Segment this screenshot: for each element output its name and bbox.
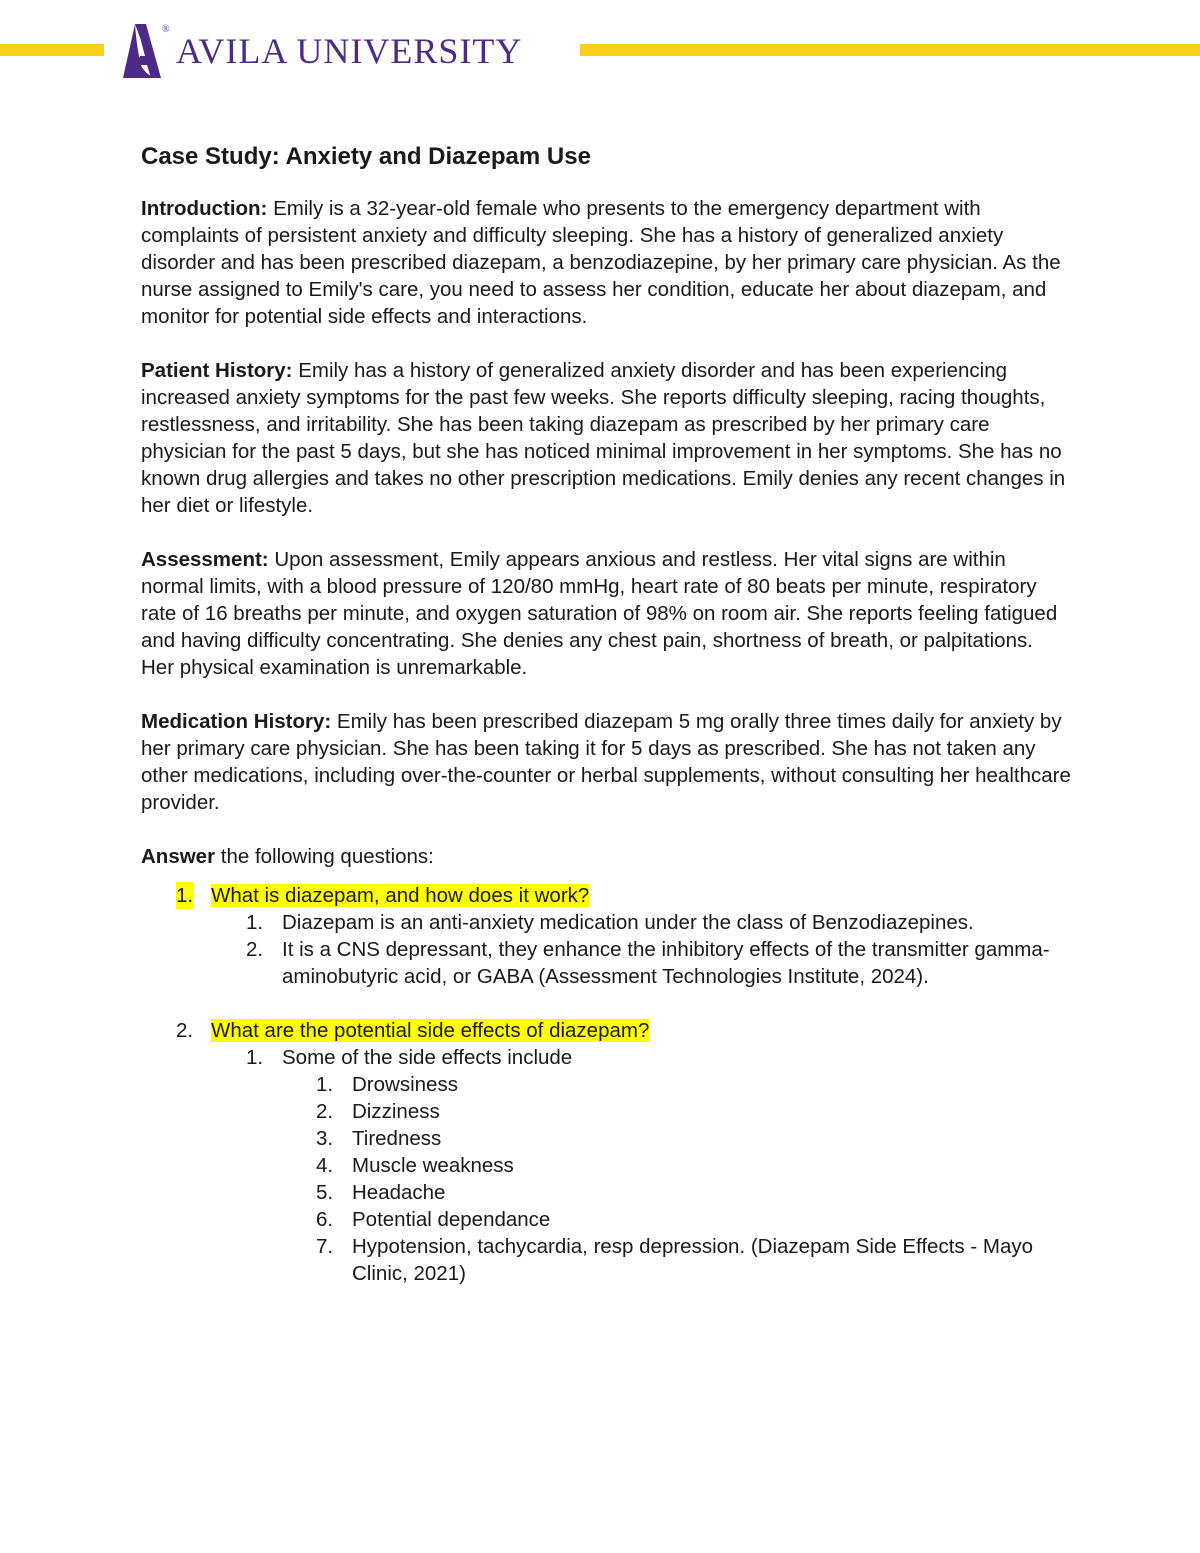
- side-effect-number: 7.: [316, 1235, 334, 1258]
- university-logo: [120, 22, 522, 80]
- question-text: What are the potential side effects of diazepam?: [211, 1019, 650, 1042]
- question-number: 1.: [176, 884, 194, 907]
- side-effect-number: 2.: [316, 1100, 334, 1123]
- side-effect-item: [141, 1071, 1071, 1098]
- side-effect-number: 6.: [316, 1208, 334, 1231]
- question-text: What is diazepam, and how does it work?: [211, 884, 590, 907]
- question-list: [141, 882, 1071, 1287]
- side-effect-text: Tiredness: [352, 1127, 442, 1150]
- answer-label: Answer: [141, 845, 216, 868]
- document-body: [141, 140, 1071, 1287]
- side-effect-text: Hypotension, tachycardia, resp depression. (Diazepam Side Effects - Mayo Clinic, 2021): [352, 1235, 1034, 1285]
- side-effect-item: [141, 1098, 1071, 1125]
- answer-number: 1.: [246, 1046, 264, 1069]
- patient-history-label: Patient History:: [141, 359, 293, 382]
- introduction-section: [141, 195, 1071, 330]
- introduction-text: Emily is a 32-year-old female who presents to the emergency department with complaints of persistent anxiety and difficulty sleeping. She has a history of generalized anxiety disorder and has been prescribed diazepam, a benzodiazepine, by her primary care physician. As the nurse assigned to Emily's care, you need to assess her condition, educate her about diazepam, and monitor for potential side effects and interactions.: [141, 197, 1061, 328]
- medication-history-section: [141, 708, 1071, 816]
- medication-history-label: Medication History:: [141, 710, 332, 733]
- side-effect-number: 1.: [316, 1073, 334, 1096]
- patient-history-section: [141, 357, 1071, 519]
- introduction-label: Introduction:: [141, 197, 268, 220]
- side-effect-item: [141, 1179, 1071, 1206]
- answer-item: [141, 909, 1071, 936]
- answer-number: 1.: [246, 911, 264, 934]
- side-effect-text: Dizziness: [352, 1100, 440, 1123]
- gold-rule-left: [0, 44, 104, 56]
- side-effect-item: [141, 1206, 1071, 1233]
- answer-text: Diazepam is an anti-anxiety medication under the class of Benzodiazepines.: [282, 911, 974, 934]
- side-effect-number: 3.: [316, 1127, 334, 1150]
- letterhead: [0, 0, 1200, 100]
- answer-item: [141, 1044, 1071, 1071]
- avila-a-icon: [120, 22, 164, 80]
- answer-text: Some of the side effects include: [282, 1046, 573, 1069]
- side-effect-item: [141, 1233, 1071, 1287]
- side-effect-item: [141, 1152, 1071, 1179]
- question-number: 2.: [176, 1019, 194, 1042]
- side-effect-text: Muscle weakness: [352, 1154, 514, 1177]
- answer-instructions: [141, 843, 1071, 870]
- side-effect-number: 4.: [316, 1154, 334, 1177]
- assessment-section: [141, 546, 1071, 681]
- university-name: AVILA UNIVERSITY: [176, 31, 523, 71]
- answer-instructions-text: the following questions:: [215, 845, 434, 868]
- question-item: [141, 1017, 1071, 1044]
- assessment-label: Assessment:: [141, 548, 269, 571]
- side-effect-text: Potential dependance: [352, 1208, 551, 1231]
- answer-text: It is a CNS depressant, they enhance the inhibitory effects of the transmitter gamma-aminobutyric acid, or GABA (Assessment Technologies Institute, 2024).: [282, 938, 1050, 988]
- medication-history-text: Emily has been prescribed diazepam 5 mg orally three times daily for anxiety by her primary care physician. She has been taking it for 5 days as prescribed. She has not taken any other medications, including over-the-counter or herbal supplements, without consulting her healthcare provider.: [141, 710, 1071, 814]
- side-effect-text: Headache: [352, 1181, 446, 1204]
- registered-mark: ®: [162, 24, 170, 35]
- side-effect-item: [141, 1125, 1071, 1152]
- answer-item: [141, 936, 1071, 990]
- side-effect-text: Drowsiness: [352, 1073, 458, 1096]
- gold-rule-right: [580, 44, 1200, 56]
- assessment-text: Upon assessment, Emily appears anxious and restless. Her vital signs are within normal limits, with a blood pressure of 120/80 mmHg, heart rate of 80 beats per minute, respiratory rate of 16 breaths per minute, and oxygen saturation of 98% on room air. She reports feeling fatigued and having difficulty concentrating. She denies any chest pain, shortness of breath, or palpitations. Her physical examination is unremarkable.: [141, 548, 1058, 679]
- document-title: Case Study: Anxiety and Diazepam Use: [141, 143, 591, 170]
- answer-number: 2.: [246, 938, 264, 961]
- side-effect-number: 5.: [316, 1181, 334, 1204]
- patient-history-text: Emily has a history of generalized anxiety disorder and has been experiencing increased anxiety symptoms for the past few weeks. She reports difficulty sleeping, racing thoughts, restlessness, and irritability. She has been taking diazepam as prescribed by her primary care physician for the past 5 days, but she has noticed minimal improvement in her symptoms. She has no known drug allergies and takes no other prescription medications. Emily denies any recent changes in her diet or lifestyle.: [141, 359, 1066, 517]
- question-item: [141, 882, 1071, 909]
